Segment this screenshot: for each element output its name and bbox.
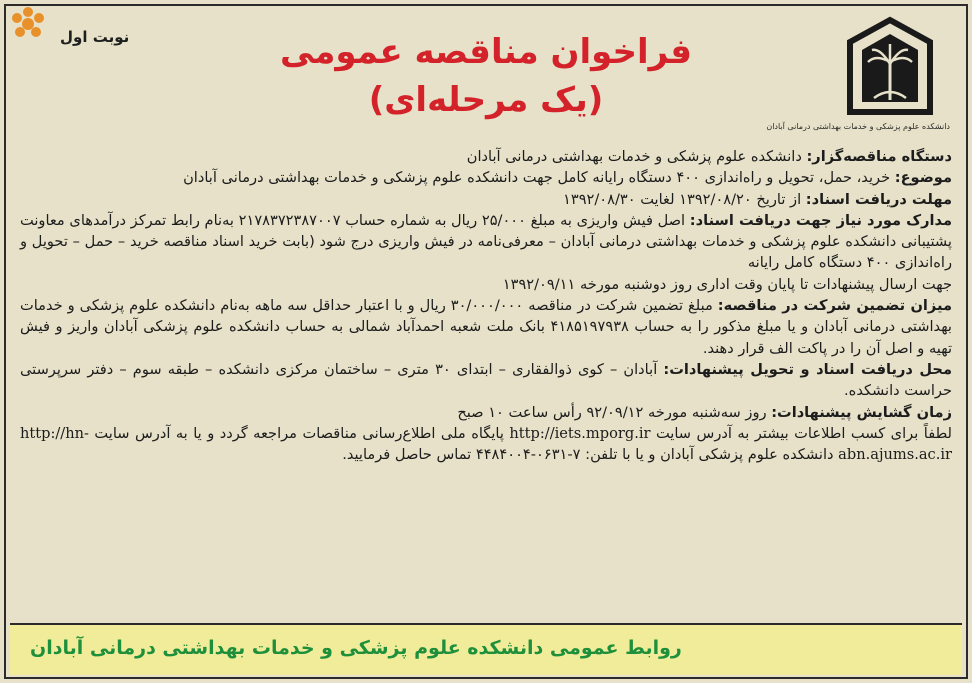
documents-extra-text: جهت ارسال پیشنهادات تا پایان وقت اداری روز دوشنبه مورخه ۱۳۹۲/۰۹/۱۱ bbox=[502, 275, 952, 293]
location-text: آبادان – کوی ذوالفقاری – ابتدای ۳۰ متری – ساختمان مرکزی دانشکده – طبقه سوم – دفتر سرپرستی حراست دانشکده. bbox=[20, 360, 952, 400]
logo-caption: دانشکده علوم پزشکی و خدمات بهداشتی درمانی آبادان bbox=[766, 122, 950, 131]
notice-body bbox=[20, 146, 952, 465]
info-text-3: دانشکده علوم پزشکی آبادان و یا با تلفن: ۷-۰۶۳۱-۴۴۸۴۰۰۴ تماس حاصل فرمایید. bbox=[342, 446, 839, 464]
opening-line bbox=[20, 402, 952, 423]
university-emblem-icon bbox=[840, 12, 940, 122]
university-logo bbox=[766, 12, 950, 142]
round-label: نوبت اول bbox=[60, 28, 130, 46]
notice-title: فراخوان مناقصه عمومی bbox=[279, 32, 693, 72]
university-site-link[interactable]: http://hn-abn.ajums.ac.ir bbox=[20, 424, 952, 464]
footer-banner bbox=[10, 623, 962, 675]
location-paragraph bbox=[20, 359, 952, 402]
tender-portal-link[interactable]: http://iets.mporg.ir bbox=[509, 424, 651, 442]
guarantee-paragraph bbox=[20, 295, 952, 359]
organizer-line bbox=[20, 146, 952, 167]
guarantee-label: میزان تضمین شرکت در مناقصه: bbox=[717, 297, 952, 315]
subject-text: خرید، حمل، تحویل و راه‌اندازی ۴۰۰ دستگاه رایانه کامل جهت دانشکده علوم پزشکی و خدمات بهداشتی درمانی آبادان bbox=[183, 169, 895, 187]
footer-public-relations: روابط عمومی دانشکده علوم پزشکی و خدمات بهداشتی درمانی آبادان bbox=[30, 637, 682, 659]
subject-label: موضوع: bbox=[894, 169, 952, 187]
flower-ornament-icon bbox=[8, 4, 48, 44]
deadline-text: از تاریخ ۱۳۹۲/۰۸/۲۰ لغایت ۱۳۹۲/۰۸/۳۰ bbox=[563, 190, 806, 208]
opening-label: زمان گشایش پیشنهادات: bbox=[771, 403, 952, 421]
documents-paragraph bbox=[20, 210, 952, 274]
documents-label: مدارک مورد نیاز جهت دریافت اسناد: bbox=[689, 211, 952, 229]
info-paragraph bbox=[20, 423, 952, 466]
organizer-text: دانشکده علوم پزشکی و خدمات بهداشتی درمانی آبادان bbox=[466, 148, 807, 165]
notice-subtitle: (یک مرحله‌ای) bbox=[368, 80, 604, 120]
guarantee-text: مبلغ تضمین شرکت در مناقصه ۳۰/۰۰۰/۰۰۰ ریال و با اعتبار حداقل سه ماهه به‌نام دانشکده علوم پزشکی و خدمات بهداشتی درمانی آبادان و یا مبلغ مذکور را به حساب ۴۱۸۵۱۹۷۹۳۸ بانک ملت شعبه احمدآباد شمالی به حساب دانشکده علوم پزشکی آبادان واریز و فیش تهیه و اصل آن را در پاکت الف قرار دهند. bbox=[20, 297, 952, 357]
info-text-1: لطفاً برای کسب اطلاعات بیشتر به آدرس سایت bbox=[650, 424, 952, 442]
deadline-line bbox=[20, 189, 952, 210]
organizer-label: دستگاه مناقصه‌گزار: bbox=[806, 148, 952, 165]
opening-text: روز سه‌شنبه مورخه ۹۲/۰۹/۱۲ رأس ساعت ۱۰ صبح bbox=[457, 403, 772, 421]
deadline-label: مهلت دریافت اسناد: bbox=[805, 190, 952, 208]
subject-line bbox=[20, 167, 952, 188]
documents-text: اصل فیش واریزی به مبلغ ۲۵/۰۰۰ ریال به شماره حساب ۲۱۷۸۳۷۲۳۸۷۰۰۷ به‌نام رابط تمرکز درآمدهای معاونت پشتیبانی دانشکده علوم پزشکی و خدمات بهداشتی درمانی آبادان – معرفی‌نامه در فیش واریزی درج شود (بابت خرید اسناد مناقصه خرید – حمل – تحویل و راه‌اندازی ۴۰۰ دستگاه کامل رایانه bbox=[20, 211, 952, 272]
info-text-2: پایگاه ملی اطلاع‌رسانی مناقصات مراجعه گردد و یا به آدرس سایت bbox=[88, 424, 510, 442]
documents-extra-line bbox=[20, 274, 952, 295]
location-label: محل دریافت اسناد و تحویل پیشنهادات: bbox=[663, 360, 952, 378]
